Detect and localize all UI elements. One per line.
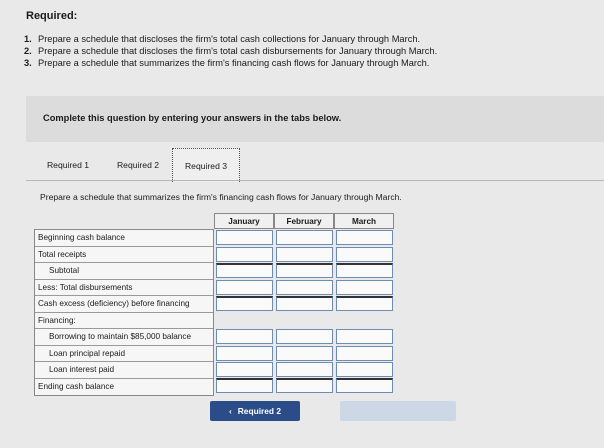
input-total-receipts-march[interactable]	[336, 247, 393, 262]
row-label-total-disbursements: Less: Total disbursements	[35, 280, 213, 297]
input-borrowing-january[interactable]	[216, 329, 273, 344]
requirement-item	[24, 33, 584, 45]
input-loan-interest-march[interactable]	[336, 362, 393, 377]
input-loan-principal-january[interactable]	[216, 346, 273, 361]
input-cash-excess-january[interactable]	[216, 296, 273, 311]
column-header-january: January	[214, 213, 274, 229]
row-label-beginning-cash: Beginning cash balance	[35, 230, 213, 247]
input-beginning-cash-february[interactable]	[276, 230, 333, 245]
requirement-number: 1.	[24, 34, 32, 44]
requirement-text: Prepare a schedule that discloses the firm's total cash collections for January through March.	[38, 34, 421, 44]
input-total-disbursements-february[interactable]	[276, 280, 333, 295]
input-loan-interest-february[interactable]	[276, 362, 333, 377]
input-ending-cash-february[interactable]	[276, 378, 333, 393]
tab-required-1[interactable]: Required 1	[46, 160, 90, 170]
column-header-march: March	[334, 213, 394, 229]
input-loan-interest-january[interactable]	[216, 362, 273, 377]
instruction-text: Complete this question by entering your answers in the tabs below.	[43, 113, 342, 123]
row-label-subtotal: Subtotal	[35, 263, 213, 280]
requirement-number: 3.	[24, 58, 32, 68]
input-loan-principal-february[interactable]	[276, 346, 333, 361]
requirement-text: Prepare a schedule that summarizes the firm's financing cash flows for January through March.	[38, 58, 430, 68]
row-label-loan-principal: Loan principal repaid	[35, 346, 213, 363]
row-label-financing: Financing:	[35, 313, 213, 330]
tabs-divider	[26, 180, 604, 181]
requirement-item	[24, 45, 584, 57]
input-subtotal-january[interactable]	[216, 263, 273, 278]
input-total-receipts-january[interactable]	[216, 247, 273, 262]
input-cash-excess-march[interactable]	[336, 296, 393, 311]
input-total-disbursements-january[interactable]	[216, 280, 273, 295]
previous-button-label: Required 2	[237, 406, 282, 416]
input-cash-excess-february[interactable]	[276, 296, 333, 311]
chevron-left-icon: ‹	[228, 406, 232, 416]
input-beginning-cash-march[interactable]	[336, 230, 393, 245]
row-label-borrowing: Borrowing to maintain $85,000 balance	[35, 329, 213, 346]
row-label-ending-cash: Ending cash balance	[38, 381, 115, 391]
requirement-item	[24, 57, 584, 69]
row-label-loan-interest: Loan interest paid	[35, 362, 213, 379]
input-ending-cash-march[interactable]	[336, 378, 393, 393]
row-label-cash-excess: Cash excess (deficiency) before financing	[35, 296, 213, 313]
requirement-text: Prepare a schedule that discloses the firm's total cash disbursements for January through March.	[38, 46, 438, 56]
required-heading: Required:	[26, 10, 78, 22]
next-button-disabled	[340, 401, 456, 421]
row-label-total-receipts: Total receipts	[35, 247, 213, 264]
column-header-february: February	[274, 213, 334, 229]
input-total-disbursements-march[interactable]	[336, 280, 393, 295]
tab-required-2[interactable]: Required 2	[116, 160, 160, 170]
input-total-receipts-february[interactable]	[276, 247, 333, 262]
schedule-title: Prepare a schedule that summarizes the firm's financing cash flows for January through March.	[40, 192, 402, 202]
row-labels	[34, 229, 214, 396]
input-borrowing-february[interactable]	[276, 329, 333, 344]
input-subtotal-february[interactable]	[276, 263, 333, 278]
input-beginning-cash-january[interactable]	[216, 230, 273, 245]
tab-required-3[interactable]: Required 3	[172, 148, 240, 182]
input-subtotal-march[interactable]	[336, 263, 393, 278]
input-loan-principal-march[interactable]	[336, 346, 393, 361]
input-borrowing-march[interactable]	[336, 329, 393, 344]
input-ending-cash-january[interactable]	[216, 378, 273, 393]
requirement-number: 2.	[24, 46, 32, 56]
previous-required-2-button[interactable]	[210, 401, 300, 421]
